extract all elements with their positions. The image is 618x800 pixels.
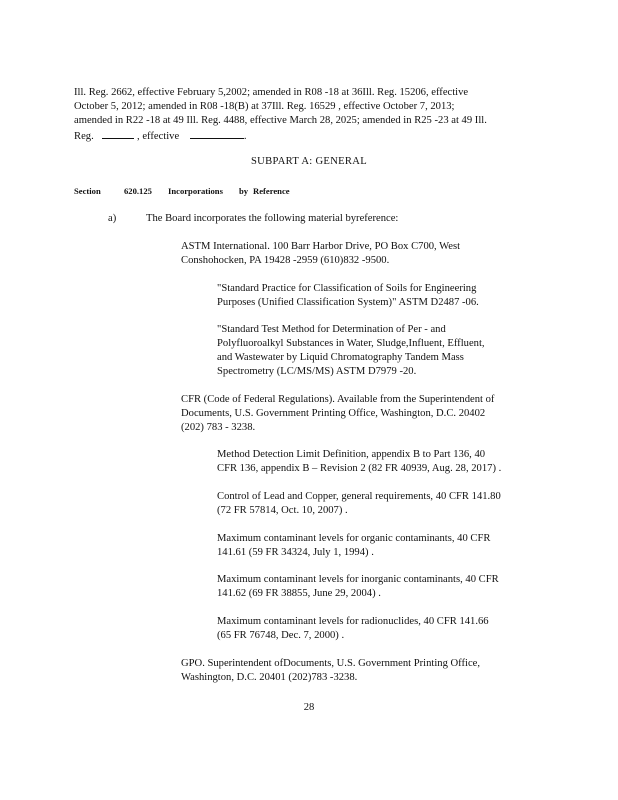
item-line: Spectrometry (LC/MS/MS) ASTM D7979 -20. <box>217 366 417 377</box>
source-line: (202) 783 - 3238. <box>181 422 256 433</box>
history-line-last <box>74 128 542 144</box>
cfr-source <box>181 393 543 435</box>
item-line: "Standard Practice for Classification of Soils for Engineering <box>217 283 477 294</box>
section-title-word: by <box>239 186 249 196</box>
item-marker: a) <box>108 213 117 224</box>
section-title-word: Incorporations <box>168 186 223 196</box>
history-note <box>74 86 542 144</box>
source-line: Conshohocken, PA 19428 -2959 (610)832 -9500. <box>181 255 390 266</box>
cfr-item <box>217 490 543 518</box>
cfr-item <box>217 448 543 476</box>
history-line: amended in R22 -18 at 49 Ill. Reg. 4488, effective March 28, 2025; amended in R25 -23 at 49 Ill. <box>74 115 487 126</box>
item-line: Method Detection Limit Definition, appendix B to Part 136, 40 <box>217 449 486 460</box>
history-last-prefix: Reg. <box>74 131 94 142</box>
cfr-item <box>217 615 543 643</box>
history-last-suffix: . <box>243 131 247 142</box>
cfr-item <box>217 532 543 560</box>
item-line: "Standard Test Method for Determination of Per - and <box>217 324 446 335</box>
history-line: October 5, 2012; amended in R08 -18(B) at 37Ill. Reg. 16529 , effective October 7, 2013; <box>74 101 455 112</box>
subpart-heading: SUBPART A: GENERAL <box>250 156 368 167</box>
source-line: Washington, D.C. 20401 (202)783 -3238. <box>181 672 358 683</box>
source-line: ASTM International. 100 Barr Harbor Drive, PO Box C700, West <box>181 241 461 252</box>
source-line: GPO. Superintendent ofDocuments, U.S. Government Printing Office, <box>181 658 481 669</box>
item-line: 141.62 (69 FR 38855, June 29, 2004) . <box>217 588 381 599</box>
page-number: 28 <box>303 702 315 713</box>
history-line: Ill. Reg. 2662, effective February 5,2002; amended in R08 -18 at 36Ill. Reg. 15206, effective <box>74 87 469 98</box>
item-line: Control of Lead and Copper, general requirements, 40 CFR 141.80 <box>217 491 501 502</box>
item-line: Maximum contaminant levels for inorganic contaminants, 40 CFR <box>217 574 499 585</box>
item-line: (72 FR 57814, Oct. 10, 2007) . <box>217 505 348 516</box>
astm-source <box>181 240 501 268</box>
section-title-word: Reference <box>253 186 290 196</box>
item-line: Polyfluoroalkyl Substances in Water, Sludge,Influent, Effluent, <box>217 338 485 349</box>
item-line: (65 FR 76748, Dec. 7, 2000) . <box>217 630 345 641</box>
item-line: Purposes (Unified Classification System)" ASTM D2487 -06. <box>217 297 479 308</box>
item-line: CFR 136, appendix B – Revision 2 (82 FR 40939, Aug. 28, 2017) . <box>217 463 502 474</box>
history-last-middle: , effective <box>137 131 180 142</box>
item-line: 141.61 (59 FR 34324, July 1, 1994) . <box>217 547 374 558</box>
blank-effective-date <box>190 128 244 139</box>
source-line: CFR (Code of Federal Regulations). Available from the Superintendent of <box>181 394 495 405</box>
astm-item <box>217 282 513 310</box>
gpo-source <box>181 657 521 685</box>
astm-item <box>217 323 517 379</box>
item-line: Maximum contaminant levels for radionuclides, 40 CFR 141.66 <box>217 616 489 627</box>
section-label: Section <box>74 186 101 196</box>
item-line: and Wastewater by Liquid Chromatography Tandem Mass <box>217 352 464 363</box>
section-number: 620.125 <box>124 186 152 196</box>
source-line: Documents, U.S. Government Printing Office, Washington, D.C. 20402 <box>181 408 486 419</box>
cfr-item <box>217 573 543 601</box>
item-line: Maximum contaminant levels for organic contaminants, 40 CFR <box>217 533 491 544</box>
blank-register-page <box>102 128 134 139</box>
item-text: The Board incorporates the following material byreference: <box>146 213 399 224</box>
